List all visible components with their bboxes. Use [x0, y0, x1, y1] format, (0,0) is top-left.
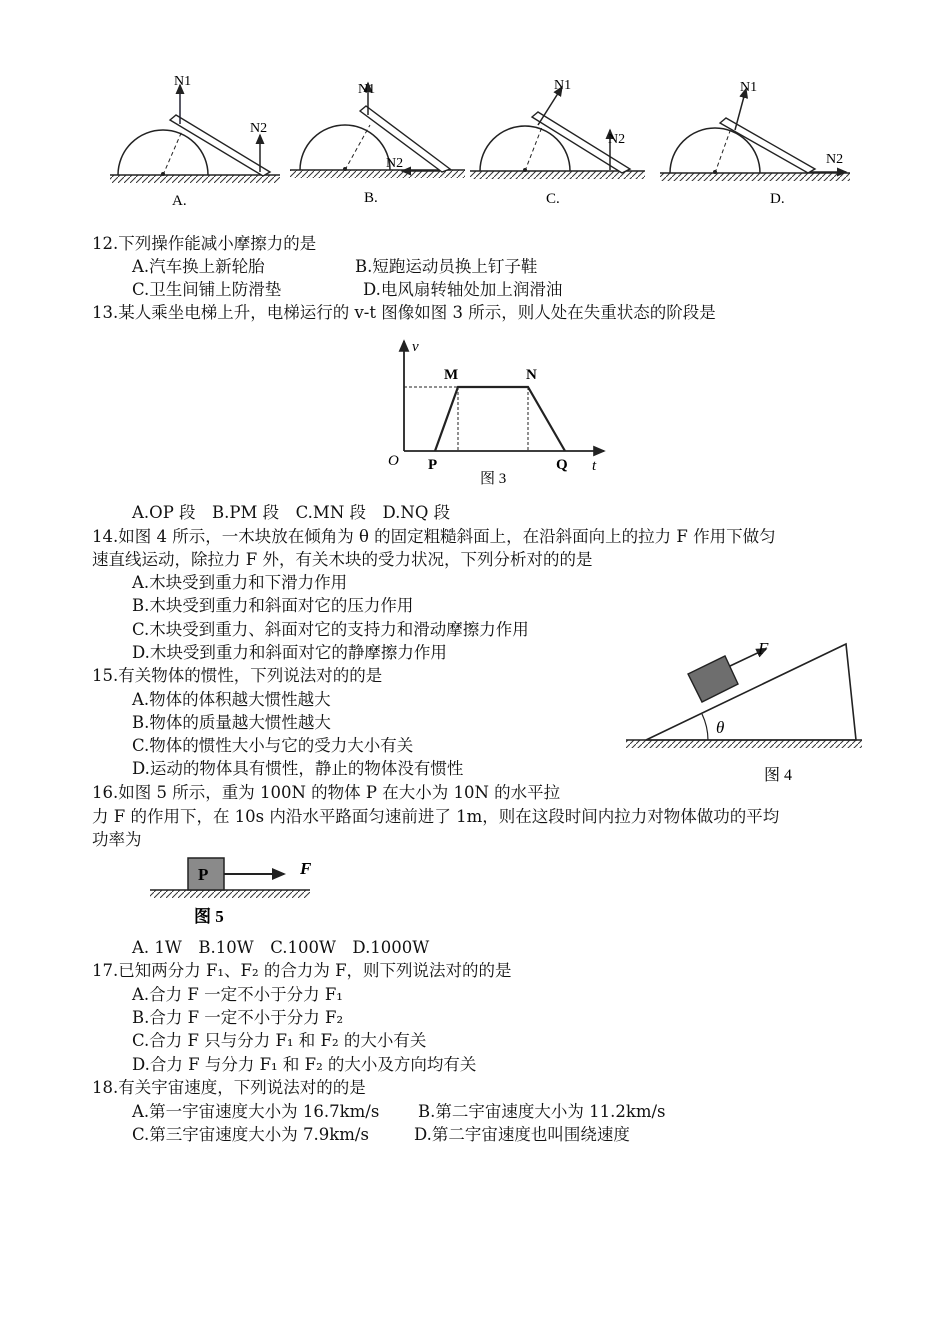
force-f-label-fig4: F [758, 639, 769, 658]
q15-stem: 15.有关物体的惯性，下列说法对的的是 [92, 666, 383, 685]
fig3-caption: 图 3 [480, 471, 507, 487]
panel-c [470, 78, 645, 207]
q17-option-b: B.合力 F 一定不小于分力 F₂ [132, 1008, 344, 1027]
q14-option-b: B.木块受到重力和斜面对它的压力作用 [132, 596, 414, 615]
q15-option-d: D.运动的物体具有惯性，静止的物体没有惯性 [132, 759, 464, 778]
incline-figure [618, 630, 868, 790]
panel-label-c: C. [546, 191, 560, 207]
theta-label: θ [716, 718, 725, 737]
vt-curve [435, 387, 565, 451]
q14-option-c: C.木块受到重力、斜面对它的支持力和滑动摩擦力作用 [132, 620, 529, 639]
panel-label-a: A. [172, 193, 187, 209]
point-n-label: N [526, 367, 537, 383]
n2-label-a: N2 [250, 121, 268, 136]
panel-label-b: B. [364, 190, 378, 206]
q14-stem-line1: 14.如图 4 所示，一木块放在倾角为 θ 的固定粗糙斜面上，在沿斜面向上的拉力 F 作用下做匀 [92, 527, 776, 546]
vt-graph-figure [380, 335, 620, 495]
q12-option-c: C.卫生间铺上防滑垫 [132, 280, 282, 299]
origin-label: O [388, 453, 399, 469]
q12-stem: 12.下列操作能减小摩擦力的是 [92, 234, 317, 253]
block [688, 656, 738, 702]
q16-stem-line2: 力 F 的作用下，在 10s 内沿水平路面匀速前进了 1m，则在这段时间内拉力对物体做功的平均 [92, 807, 780, 826]
n1-label-d: N1 [740, 80, 758, 95]
block-force-figure [148, 850, 338, 934]
n1-label-b: N1 [358, 82, 376, 97]
q18-option-d: D.第二宇宙速度也叫围绕速度 [414, 1125, 630, 1144]
q14-option-a: A.木块受到重力和下滑力作用 [132, 573, 348, 592]
q18-option-c: C.第三宇宙速度大小为 7.9km/s [132, 1125, 369, 1144]
fig5-caption: 图 5 [194, 907, 224, 926]
n2-label-c: N2 [608, 132, 626, 147]
n2-label-b: N2 [386, 156, 404, 171]
q17-option-c: C.合力 F 只与分力 F₁ 和 F₂ 的大小有关 [132, 1031, 427, 1050]
q14-stem-line2: 速直线运动，除拉力 F 外，有关木块的受力状况，下列分析对的的是 [92, 550, 593, 569]
n2-label-d: N2 [826, 152, 844, 167]
q18-option-b: B.第二宇宙速度大小为 11.2km/s [418, 1102, 666, 1121]
q16-stem-line3: 功率为 [92, 830, 142, 849]
point-m-label: M [444, 367, 459, 383]
q15-option-a: A.物体的体积越大惯性越大 [132, 690, 331, 709]
q18-option-a: A.第一宇宙速度大小为 16.7km/s [132, 1102, 380, 1121]
q17-stem: 17.已知两分力 F₁、F₂ 的合力为 F，则下列说法对的的是 [92, 961, 512, 980]
panel-label-d: D. [770, 191, 785, 207]
q16-stem-line1: 16.如图 5 所示，重为 100N 的物体 P 在大小为 10N 的水平拉 [92, 783, 561, 802]
q17-option-a: A.合力 F 一定不小于分力 F₁ [132, 985, 343, 1004]
q18-stem: 18.有关宇宙速度，下列说法对的的是 [92, 1078, 366, 1097]
q12-option-a: A.汽车换上新轮胎 [132, 257, 265, 276]
n1-label-a: N1 [174, 75, 192, 89]
fig4-caption: 图 4 [764, 767, 793, 784]
top-figure-panels [100, 75, 860, 215]
panel-d [660, 80, 850, 207]
q13-options: A.OP 段 B.PM 段 C.MN 段 D.NQ 段 [132, 503, 451, 522]
q16-options: A. 1W B.10W C.100W D.1000W [132, 938, 430, 957]
block-p-label: P [198, 865, 209, 884]
q12-option-b: B.短跑运动员换上钉子鞋 [355, 257, 538, 276]
q15-option-c: C.物体的惯性大小与它的受力大小有关 [132, 736, 414, 755]
q13-stem: 13.某人乘坐电梯上升，电梯运行的 v-t 图像如图 3 所示，则人处在失重状态的阶段是 [92, 303, 716, 322]
t-axis-label: t [592, 458, 597, 474]
q15-option-b: B.物体的质量越大惯性越大 [132, 713, 331, 732]
panel-a [110, 75, 280, 209]
q14-option-d: D.木块受到重力和斜面对它的静摩擦力作用 [132, 643, 447, 662]
point-q-label: Q [556, 457, 568, 473]
point-p-label: P [428, 457, 438, 473]
force-f-label-fig5: F [300, 859, 312, 878]
q17-option-d: D.合力 F 与分力 F₁ 和 F₂ 的大小及方向均有关 [132, 1055, 477, 1074]
v-axis-label: v [412, 339, 419, 355]
n1-label-c: N1 [554, 78, 572, 93]
panel-b [290, 82, 465, 206]
q12-option-d: D.电风扇转轴处加上润滑油 [363, 280, 563, 299]
